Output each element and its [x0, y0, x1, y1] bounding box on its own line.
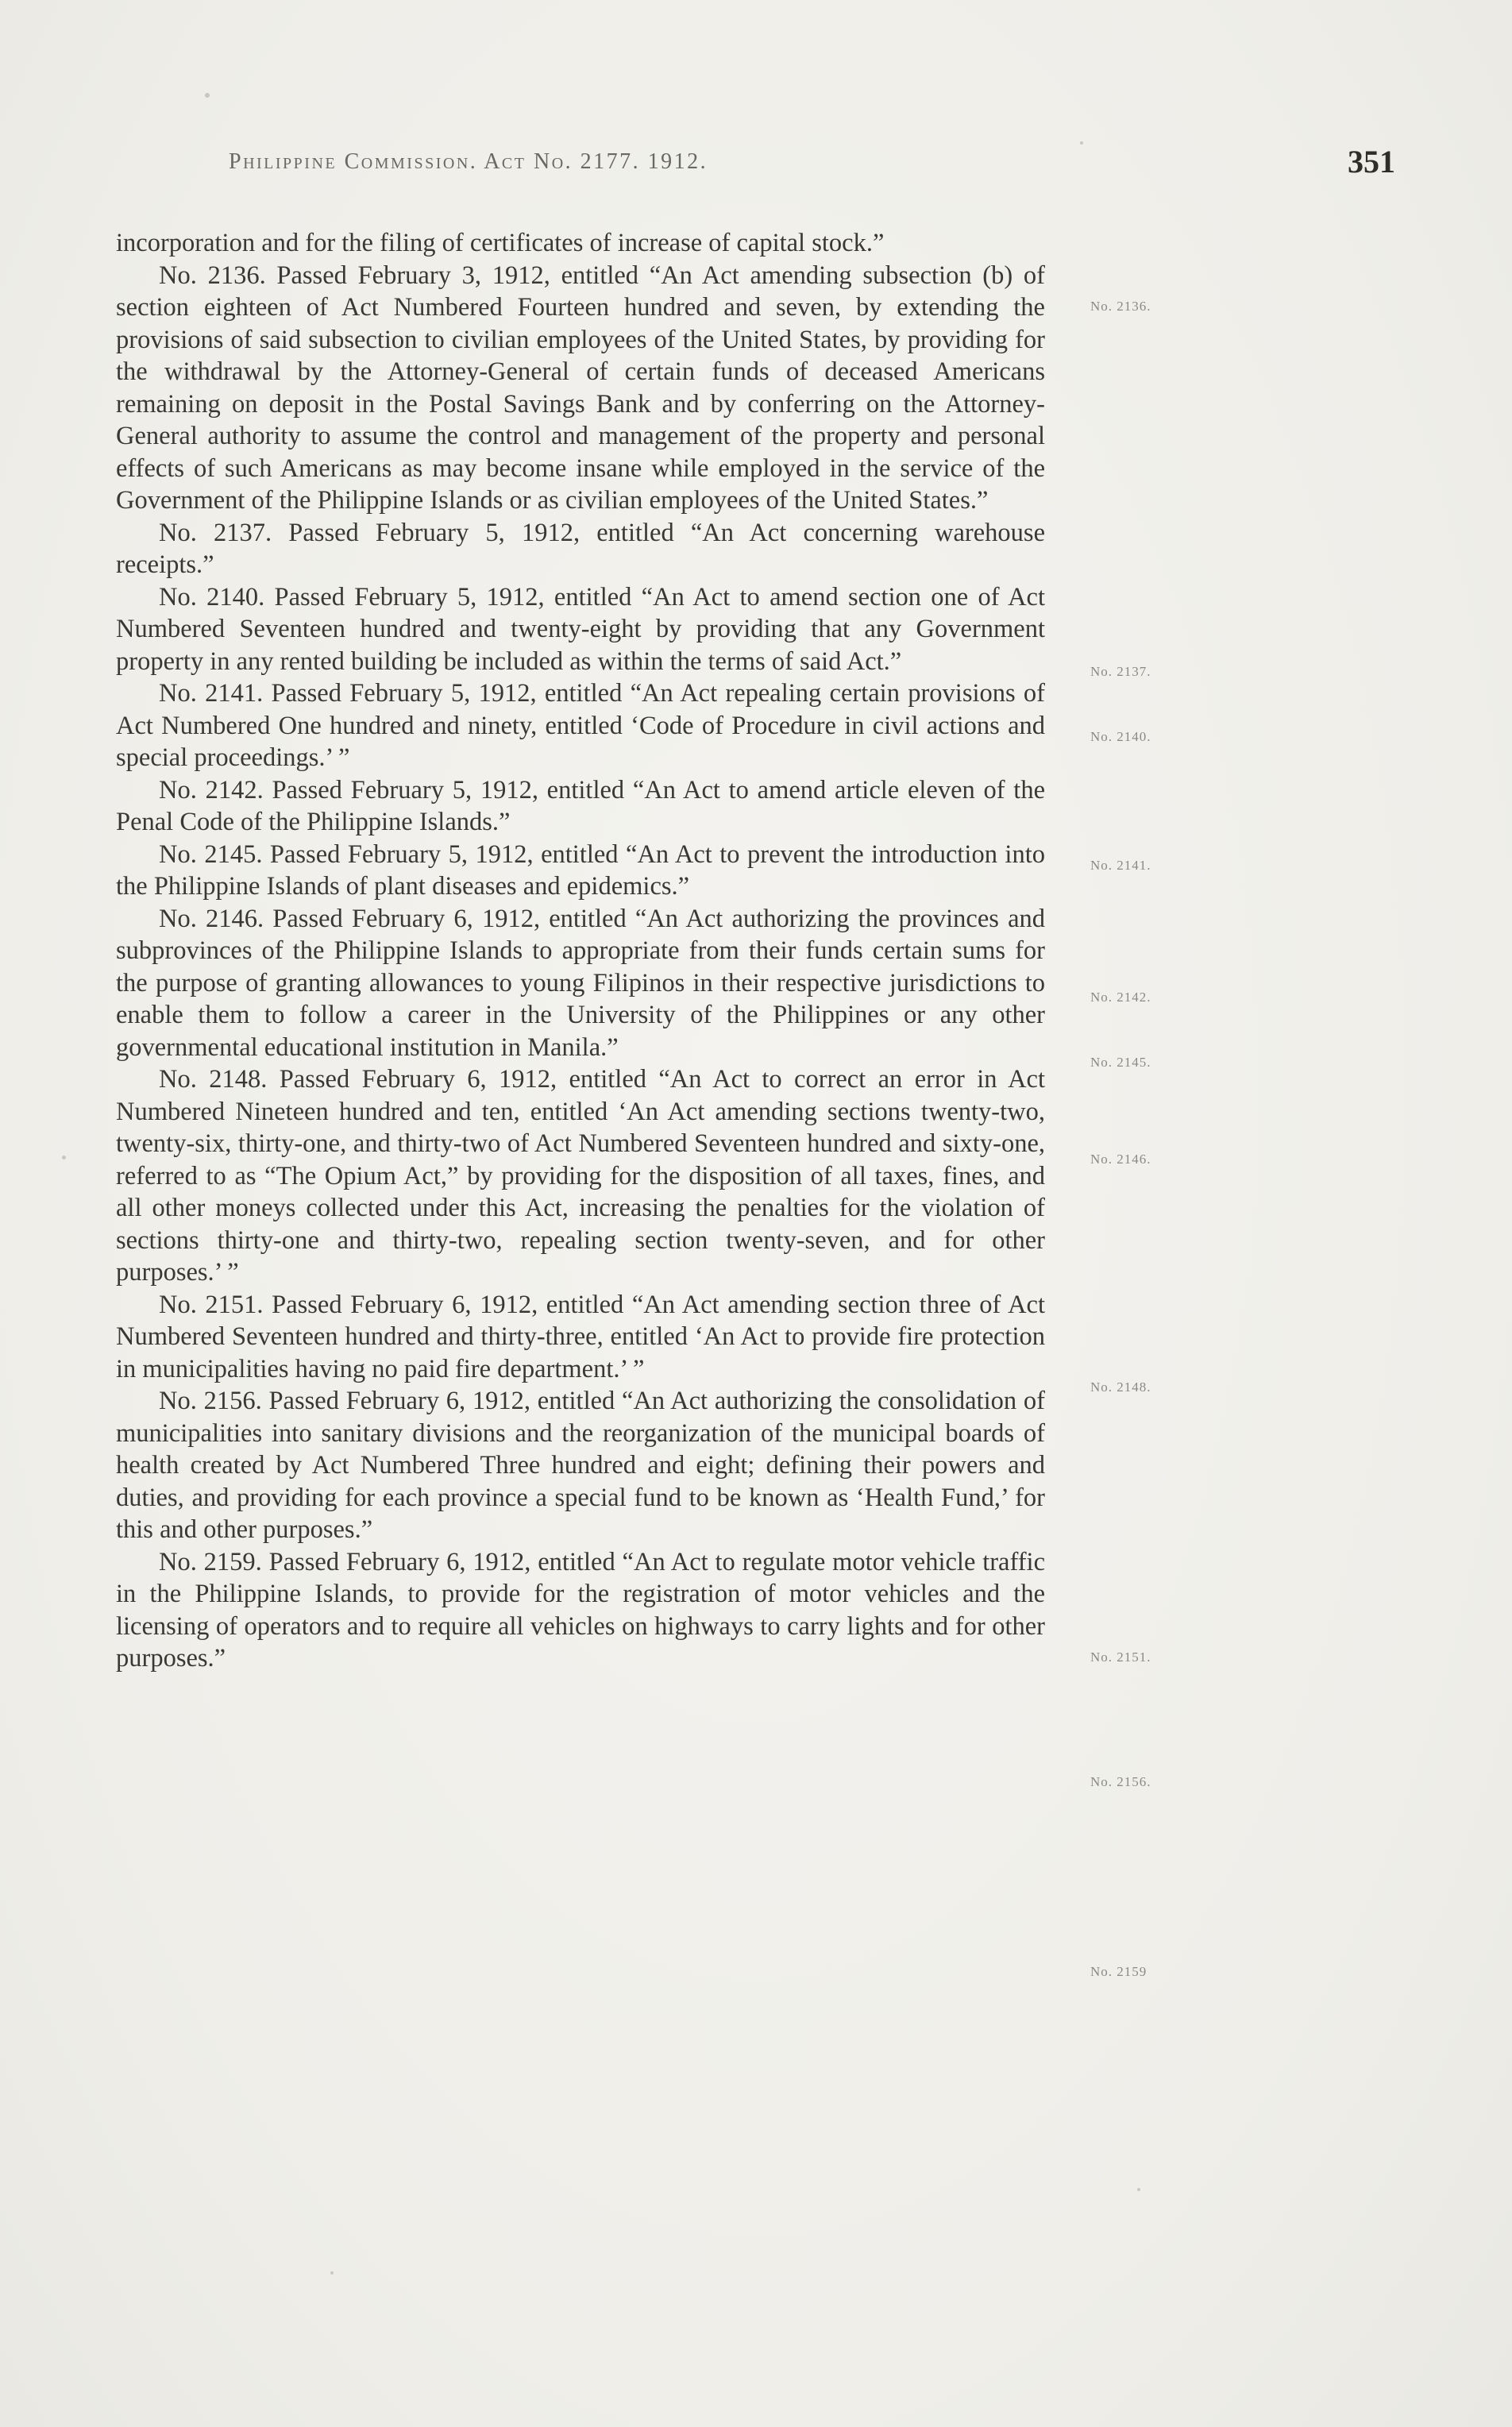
- paragraph-act-2159: No. 2159. Passed February 6, 1912, entitled “An Act to regulate motor vehicle traffic in the Philippine Islands, to provide for the registration of motor vehicles and the licensing of operators and to require all vehicles on highways to carry lights and for other purposes.”: [116, 1547, 1045, 1673]
- paragraph-act-2142: No. 2142. Passed February 5, 1912, entitled “An Act to amend article eleven of the Penal Code of the Philippine Islands.”: [116, 775, 1045, 836]
- paragraph-act-2151: No. 2151. Passed February 6, 1912, entitled “An Act amending section three of Act Numbered Seventeen hundred and thirty-three, entitled ‘An Act to provide fire protection in municipalities having no paid fire department.’ ”: [116, 1290, 1045, 1383]
- margin-note-2140: No. 2140.: [1090, 729, 1151, 744]
- paragraph-act-2141: No. 2141. Passed February 5, 1912, entitled “An Act repealing certain provisions of Act Numbered One hundred and ninety, entitled ‘Code of Procedure in civil actions and special proceedings.’ ”: [116, 679, 1045, 772]
- running-head: Philippine Commission. Act No. 2177. 1912.: [229, 149, 708, 174]
- margin-note-2141: No. 2141.: [1090, 858, 1151, 873]
- margin-note-2142: No. 2142.: [1090, 990, 1151, 1005]
- margin-note-2136: No. 2136.: [1090, 299, 1151, 314]
- paragraph-act-2136: No. 2136. Passed February 3, 1912, entitled “An Act amending subsection (b) of section eighteen of Act Numbered Fourteen hundred and seven, by extending the provisions of said subsection to civilian employees of the United States, by providing for the withdrawal by the Attorney-General of certain funds of deceased Americans remaining on deposit in the Postal Savings Bank and by conferring on the Attorney-General authority to assume the control and management of the property and personal effects of such Americans as may become insane while employed in the service of the Government of the Philippine Islands or as civilian employees of the United States.”: [116, 260, 1045, 515]
- paper-speck: [330, 2271, 334, 2275]
- body-text: [116, 227, 1045, 1675]
- paper-speck: [1137, 2188, 1140, 2191]
- paper-speck: [205, 93, 210, 98]
- paragraph-continuation: incorporation and for the filing of certificates of increase of capital stock.”: [116, 229, 885, 257]
- paragraph-act-2145: No. 2145. Passed February 5, 1912, entitled “An Act to prevent the introduction into the Philippine Islands of plant diseases and epidemics.”: [116, 839, 1045, 901]
- paper-speck: [62, 1156, 66, 1159]
- page-number: 351: [1348, 144, 1395, 179]
- margin-note-2156: No. 2156.: [1090, 1774, 1151, 1789]
- margin-note-2148: No. 2148.: [1090, 1379, 1151, 1395]
- paragraph-act-2146: No. 2146. Passed February 6, 1912, entitled “An Act authorizing the provinces and subprovinces of the Philippine Islands to appropriate from their funds certain sums for the purpose of granting allowances to young Filipinos in their respective jurisdictions to enable them to follow a career in the University of the Philippines or any other governmental educational institution in Manila.”: [116, 904, 1045, 1062]
- paragraph-act-2156: No. 2156. Passed February 6, 1912, entitled “An Act authorizing the consolidation of municipalities into sanitary divisions and the reorganization of the municipal boards of health created by Act Numbered Three hundred and eight; defining their powers and duties, and providing for each province a special fund to be known as ‘Health Fund,’ for this and other purposes.”: [116, 1387, 1045, 1544]
- margin-note-2145: No. 2145.: [1090, 1055, 1151, 1070]
- margin-note-2137: No. 2137.: [1090, 664, 1151, 679]
- paragraph-act-2140: No. 2140. Passed February 5, 1912, entitled “An Act to amend section one of Act Numbered Seventeen hundred and twenty-eight by providing that any Government property in any rented building be included as within the terms of said Act.”: [116, 582, 1045, 676]
- margin-note-2151: No. 2151.: [1090, 1650, 1151, 1665]
- margin-note-2146: No. 2146.: [1090, 1152, 1151, 1167]
- margin-note-2159: No. 2159: [1090, 1964, 1148, 1979]
- paper-speck: [1080, 141, 1083, 145]
- paragraph-act-2137: No. 2137. Passed February 5, 1912, entitled “An Act concerning warehouse receipts.”: [116, 518, 1045, 579]
- paragraph-act-2148: No. 2148. Passed February 6, 1912, entitled “An Act to correct an error in Act Numbered Nineteen hundred and ten, entitled ‘An Act amending sections twenty-two, twenty-six, thirty-one, and thirty-two of Act Numbered Seventeen hundred and sixty-one, referred to as “The Opium Act,” by providing for the disposition of all taxes, fines, and all other moneys collected under this Act, increasing the penalties for the violation of sections thirty-one and thirty-two, repealing section twenty-seven, and for other purposes.’ ”: [116, 1065, 1045, 1287]
